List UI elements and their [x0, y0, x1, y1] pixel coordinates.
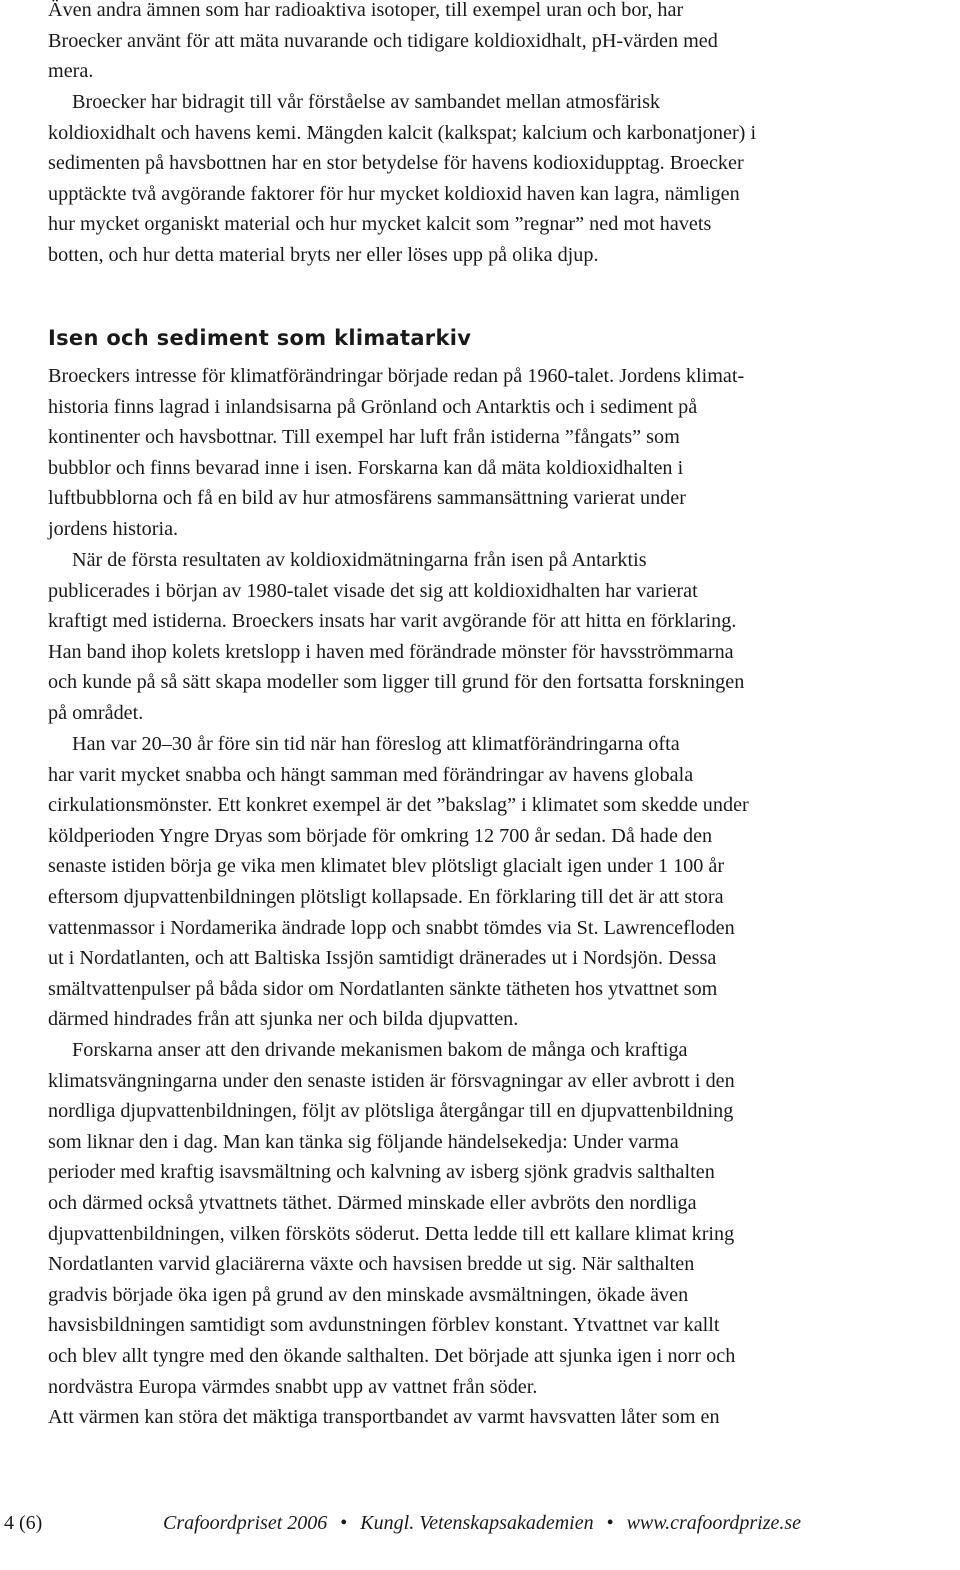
text-line: mera. [48, 60, 94, 83]
bullet-separator: • [340, 1512, 348, 1534]
text-line: Även andra ämnen som har radioaktiva isotoper, till exempel uran och bor, har [48, 0, 684, 21]
text-line: hur mycket organiskt material och hur mycket kalcit som ”regnar” ned mot havets [48, 213, 712, 236]
text-line: sedimenten på havsbottnen har en stor betydelse för havens kodioxidupptag. Broecker [48, 152, 744, 175]
publication-name: Crafoordpriset 2006 [163, 1512, 328, 1534]
paragraph-mechanism [48, 1035, 735, 1402]
text-line: botten, och hur detta material bryts ner eller löses upp på olika djup. [48, 243, 599, 266]
text-line: upptäckte två avgörande faktorer för hur mycket koldioxid haven kan lagra, nämligen [48, 182, 740, 205]
text-line: djupvattenbildningen, vilken försköts söderut. Detta ledde till ett kallare klimat kring [48, 1222, 735, 1245]
paragraph-younger-dryas [48, 729, 749, 1035]
text-line: och kunde på så sätt skapa modeller som ligger till grund för den fortsatta forskningen [48, 671, 745, 694]
intro-paragraph [48, 0, 718, 87]
text-line: och blev allt tyngre med den ökande salthalten. Det började att sjunka igen i norr och [48, 1344, 736, 1367]
text-line: kraftigt med istiderna. Broeckers insats har varit avgörande för att hitta en förklaring. [48, 610, 737, 633]
paragraph-carbon-chemistry [48, 87, 756, 271]
text-line: bubblor och finns bevarad inne i isen. Forskarna kan då mäta koldioxidhalten i [48, 456, 684, 479]
text-line: eftersom djupvattenbildningen plötsligt kollapsade. En förklaring till det är att stora [48, 885, 724, 908]
website-link[interactable]: www.crafoordprize.se [626, 1512, 802, 1534]
text-line: gradvis började öka igen på grund av den minskade avsmältningen, ökade även [48, 1283, 689, 1306]
text-line: Broecker har bidragit till vår förståelse av sambandet mellan atmosfärisk [72, 91, 661, 113]
text-line: cirkulationsmönster. Ett konkret exempel är det ”bakslag” i klimatet som skedde under [48, 794, 749, 817]
text-line: perioder med kraftig isavsmältning och kalvning av isberg sjönk gradvis salthalten [48, 1161, 715, 1184]
text-line: Nordatlanten varvid glaciärerna växte och havsisen bredde ut sig. När salthalten [48, 1253, 695, 1276]
text-line: kontinenter och havsbottnar. Till exempel har luft från istiderna ”fångats” som [48, 426, 680, 449]
text-line: Att värmen kan störa det mäktiga transportbandet av varmt havsvatten låter som en [48, 1406, 720, 1428]
text-line: publicerades i början av 1980-talet visade det sig att koldioxidhalten har varierat [48, 579, 698, 602]
text-line: Forskarna anser att den drivande mekanismen bakom de många och kraftiga [72, 1039, 688, 1061]
text-line: nordliga djupvattenbildningen, följt av plötsliga återgångar till en djupvattenbildning [48, 1100, 734, 1123]
text-line: och därmed också ytvattnets täthet. Därmed minskade eller avbröts den nordliga [48, 1191, 697, 1214]
paragraph-first-results [48, 545, 744, 729]
text-line: har varit mycket snabba och hängt samman med förändringar av havens globala [48, 763, 694, 786]
text-line: ut i Nordatlanten, och att Baltiska Issjön samtidigt dränerades ut i Nordsjön. Dessa [48, 947, 717, 970]
text-line: Broecker använt för att mäta nuvarande och tidigare koldioxidhalt, pH-värden med [48, 29, 718, 52]
text-line: vattenmassor i Nordamerika ändrade lopp och snabbt tömdes via St. Lawrencefloden [48, 916, 735, 939]
organization-name: Kungl. Vetenskapsakademien [360, 1512, 594, 1534]
text-line: Han band ihop kolets kretslopp i haven med förändrade mönster för havsströmmarna [48, 640, 734, 663]
text-line: klimatsvängningarna under den senaste istiden är försvagningar av eller avbrott i den [48, 1069, 735, 1092]
text-line: När de första resultaten av koldioxidmätningarna från isen på Antarktis [72, 549, 647, 571]
text-line: koldioxidhalt och havens kemi. Mängden kalcit (kalkspat; kalcium och karbonatjoner) i [48, 121, 757, 144]
paragraph-heat-transport [48, 1402, 720, 1433]
text-line: nordvästra Europa värmdes snabbt upp av vattnet från söder. [48, 1375, 538, 1398]
text-line: jordens historia. [48, 517, 179, 540]
text-line: Broeckers intresse för klimatförändringar började redan på 1960-talet. Jordens klimat- [48, 365, 745, 387]
text-line: på området. [48, 701, 144, 724]
section-heading: Isen och sediment som klimatarkiv [48, 326, 472, 350]
text-line: därmed hindrades från att sjunka ner och bilda djupvatten. [48, 1008, 519, 1031]
text-line: luftbubblorna och få en bild av hur atmosfärens sammansättning varierat under [48, 487, 686, 510]
page-footer [0, 1512, 960, 1552]
text-line: smältvattenpulser på båda sidor om Nordatlanten sänkte tätheten hos ytvattnet som [48, 977, 718, 1000]
text-line: Han var 20–30 år före sin tid när han föreslog att klimatförändringarna ofta [72, 733, 680, 755]
bullet-separator: • [606, 1512, 614, 1534]
text-line: köldperioden Yngre Dryas som började för omkring 12 700 år sedan. Då hade den [48, 824, 713, 847]
page-number: 4 (6) [4, 1512, 43, 1534]
text-line: som liknar den i dag. Man kan tänka sig följande händelsekedja: Under varma [48, 1130, 679, 1153]
text-line: senaste istiden börja ge vika men klimatet blev plötsligt glacialt igen under 1 100 år [48, 855, 725, 878]
footer-credits [163, 1512, 801, 1535]
text-line: havsisbildningen samtidigt som avdunstningen förblev konstant. Ytvattnet var kallt [48, 1314, 720, 1337]
paragraph-climate-archive [48, 361, 744, 545]
text-line: historia finns lagrad i inlandsisarna på Grönland och Antarktis och i sediment på [48, 395, 698, 418]
